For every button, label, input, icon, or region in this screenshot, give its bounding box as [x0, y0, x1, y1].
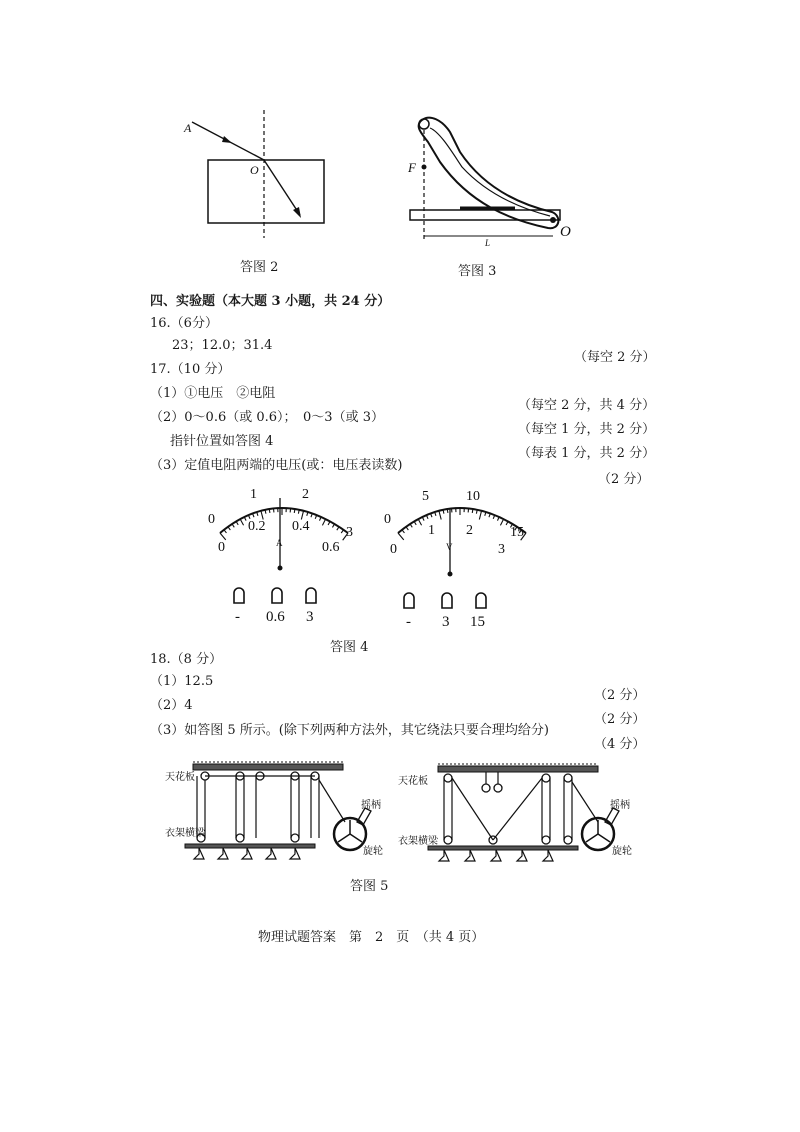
q16-head: 16.（6分） [150, 316, 218, 331]
caption-fig5: 答图 5 [350, 879, 389, 894]
voltmeter-ticks [398, 508, 526, 540]
pulleys-bottom [444, 836, 572, 844]
label-o: O [560, 224, 571, 240]
ammeter-top-1: 1 [250, 487, 257, 502]
voltmeter-arc [398, 508, 526, 533]
glass-block [208, 160, 324, 223]
caption-fig3: 答图 3 [458, 264, 497, 279]
ceiling-bar [438, 766, 598, 772]
dial-tick [224, 530, 226, 533]
dial-tick [479, 511, 481, 520]
q17-line3: （3）定值电阻两端的电压(或：电压表读数) [150, 458, 403, 473]
q16-answer: 23；12.0；31.4 [172, 338, 273, 353]
voltmeter-top-3: 15 [510, 525, 524, 540]
dial-tick [439, 511, 441, 520]
voltmeter-bottom-2: 2 [466, 523, 473, 538]
label-o: O [250, 163, 259, 177]
q18-head: 18.（8 分） [150, 652, 223, 667]
q17-head: 17.（10 分） [150, 362, 231, 377]
voltmeter-top-2: 10 [466, 489, 480, 504]
label-f: F [408, 160, 416, 175]
incident-arrow [222, 136, 232, 143]
voltmeter-pivot [448, 572, 453, 577]
ceiling-bar [193, 764, 343, 770]
q18-line2-score: （2 分） [594, 712, 646, 727]
pulleys-bottom [197, 834, 299, 842]
q17-line3-score: （2 分） [598, 472, 650, 487]
ammeter-terminal-3: 3 [306, 609, 314, 625]
dial-tick [402, 530, 404, 533]
voltmeter-terminal-neg: - [406, 614, 411, 630]
dial-tick [319, 517, 321, 521]
pulley-rack-left [165, 752, 390, 867]
ammeter-top-3: 3 [346, 525, 353, 540]
label-a: A [184, 121, 192, 135]
ropes [197, 776, 345, 838]
ammeter-top-2: 2 [302, 487, 309, 502]
q18-line3: （3）如答图 5 所示。(除下列两种方法外，其它绕法只要合理均给分) [150, 723, 549, 738]
q16-score: （每空 2 分） [574, 350, 656, 365]
ammeter-pivot [278, 566, 283, 571]
refracted-arrow [293, 207, 301, 218]
ammeter-arc [220, 508, 348, 533]
label-wheel: 旋轮 [612, 846, 632, 857]
page-footer: 物理试题答案 第 2 页 （共 4 页） [258, 930, 485, 945]
q18-line1-score: （2 分） [594, 688, 646, 703]
label-ceiling: 天花板 [165, 772, 195, 783]
rack-beam [428, 846, 578, 850]
label-rack: 衣架横梁 [165, 828, 205, 839]
caption-fig4: 答图 4 [330, 640, 369, 655]
dial-tick [322, 519, 325, 525]
hangers [439, 850, 553, 861]
q17-line2b-score: （每表 1 分，共 2 分） [518, 446, 656, 461]
dial-tick [294, 509, 295, 513]
voltmeter-bottom-1: 1 [428, 523, 435, 538]
dial-tick [240, 519, 243, 525]
ammeter-bottom-3: 0.6 [322, 540, 340, 555]
dial-tick [337, 527, 339, 530]
force-point [422, 165, 427, 170]
q18-line2: （2）4 [150, 698, 193, 713]
ammeter-terminal-06: 0.6 [266, 609, 285, 625]
ammeter-letter: A [276, 538, 283, 548]
label-ceiling: 天花板 [398, 776, 428, 787]
label-wheel: 旋轮 [363, 846, 383, 857]
pivot-top [419, 119, 429, 129]
q18-line1: （1）12.5 [150, 674, 214, 689]
ammeter-dial [200, 478, 370, 623]
voltmeter-letter: V [446, 542, 453, 552]
voltmeter-top-1: 5 [422, 489, 429, 504]
ammeter-bottom-2: 0.4 [292, 519, 310, 534]
pulley-rack-right [398, 752, 643, 867]
dial-tick [426, 515, 428, 519]
q17-line2b: 指针位置如答图 4 [170, 434, 274, 449]
dial-tick [398, 533, 404, 540]
dial-tick [418, 519, 421, 525]
refracted-ray [264, 160, 300, 215]
voltmeter-terminals [404, 593, 486, 608]
voltmeter-dial [378, 478, 548, 628]
label-l: L [485, 238, 491, 248]
dial-tick [341, 530, 343, 533]
ammeter-bottom-0: 0 [218, 540, 225, 555]
dial-tick [447, 509, 448, 513]
pulleys-top [444, 774, 572, 792]
dial-tick [232, 524, 234, 527]
label-crank: 摇柄 [610, 800, 630, 811]
label-crank: 摇柄 [361, 800, 381, 811]
voltmeter-bottom-0: 0 [390, 542, 397, 557]
q17-line2-score: （每空 1 分，共 2 分） [518, 422, 656, 437]
dial-tick [220, 533, 226, 540]
ammeter-bottom-1: 0.2 [248, 519, 266, 534]
caption-fig2: 答图 2 [240, 260, 279, 275]
voltmeter-terminal-15: 15 [470, 614, 485, 630]
ammeter-ticks [220, 508, 348, 540]
dial-tick [500, 519, 503, 525]
lever-arm [419, 118, 559, 229]
dial-tick [472, 509, 473, 513]
base-bar [410, 210, 560, 220]
ammeter-terminals [234, 588, 316, 603]
q17-line1: （1）①电压 ②电阻 [150, 386, 276, 401]
section-title: 四、实验题（本大题 3 小题，共 24 分） [150, 294, 391, 309]
q18-line3-score: （4 分） [594, 737, 646, 752]
dial-tick [406, 527, 408, 530]
rack-beam [185, 844, 315, 848]
voltmeter-terminal-3: 3 [442, 614, 450, 630]
ammeter-top-0: 0 [208, 512, 215, 527]
ropes [444, 772, 598, 840]
ammeter-terminal-neg: - [235, 609, 240, 625]
dial-tick [269, 509, 270, 513]
refraction-diagram [180, 110, 340, 240]
lever-diagram [400, 112, 570, 252]
label-rack: 衣架横梁 [398, 836, 438, 847]
voltmeter-top-0: 0 [384, 512, 391, 527]
voltmeter-bottom-3: 3 [498, 542, 505, 557]
q17-line2: （2）0～0.6（或 0.6）； 0～3（或 3） [150, 410, 384, 425]
dial-tick [497, 517, 499, 521]
dial-tick [410, 524, 412, 527]
dial-tick [228, 527, 230, 530]
hangers [194, 848, 300, 859]
q17-line1-score: （每空 2 分，共 4 分） [518, 398, 656, 413]
